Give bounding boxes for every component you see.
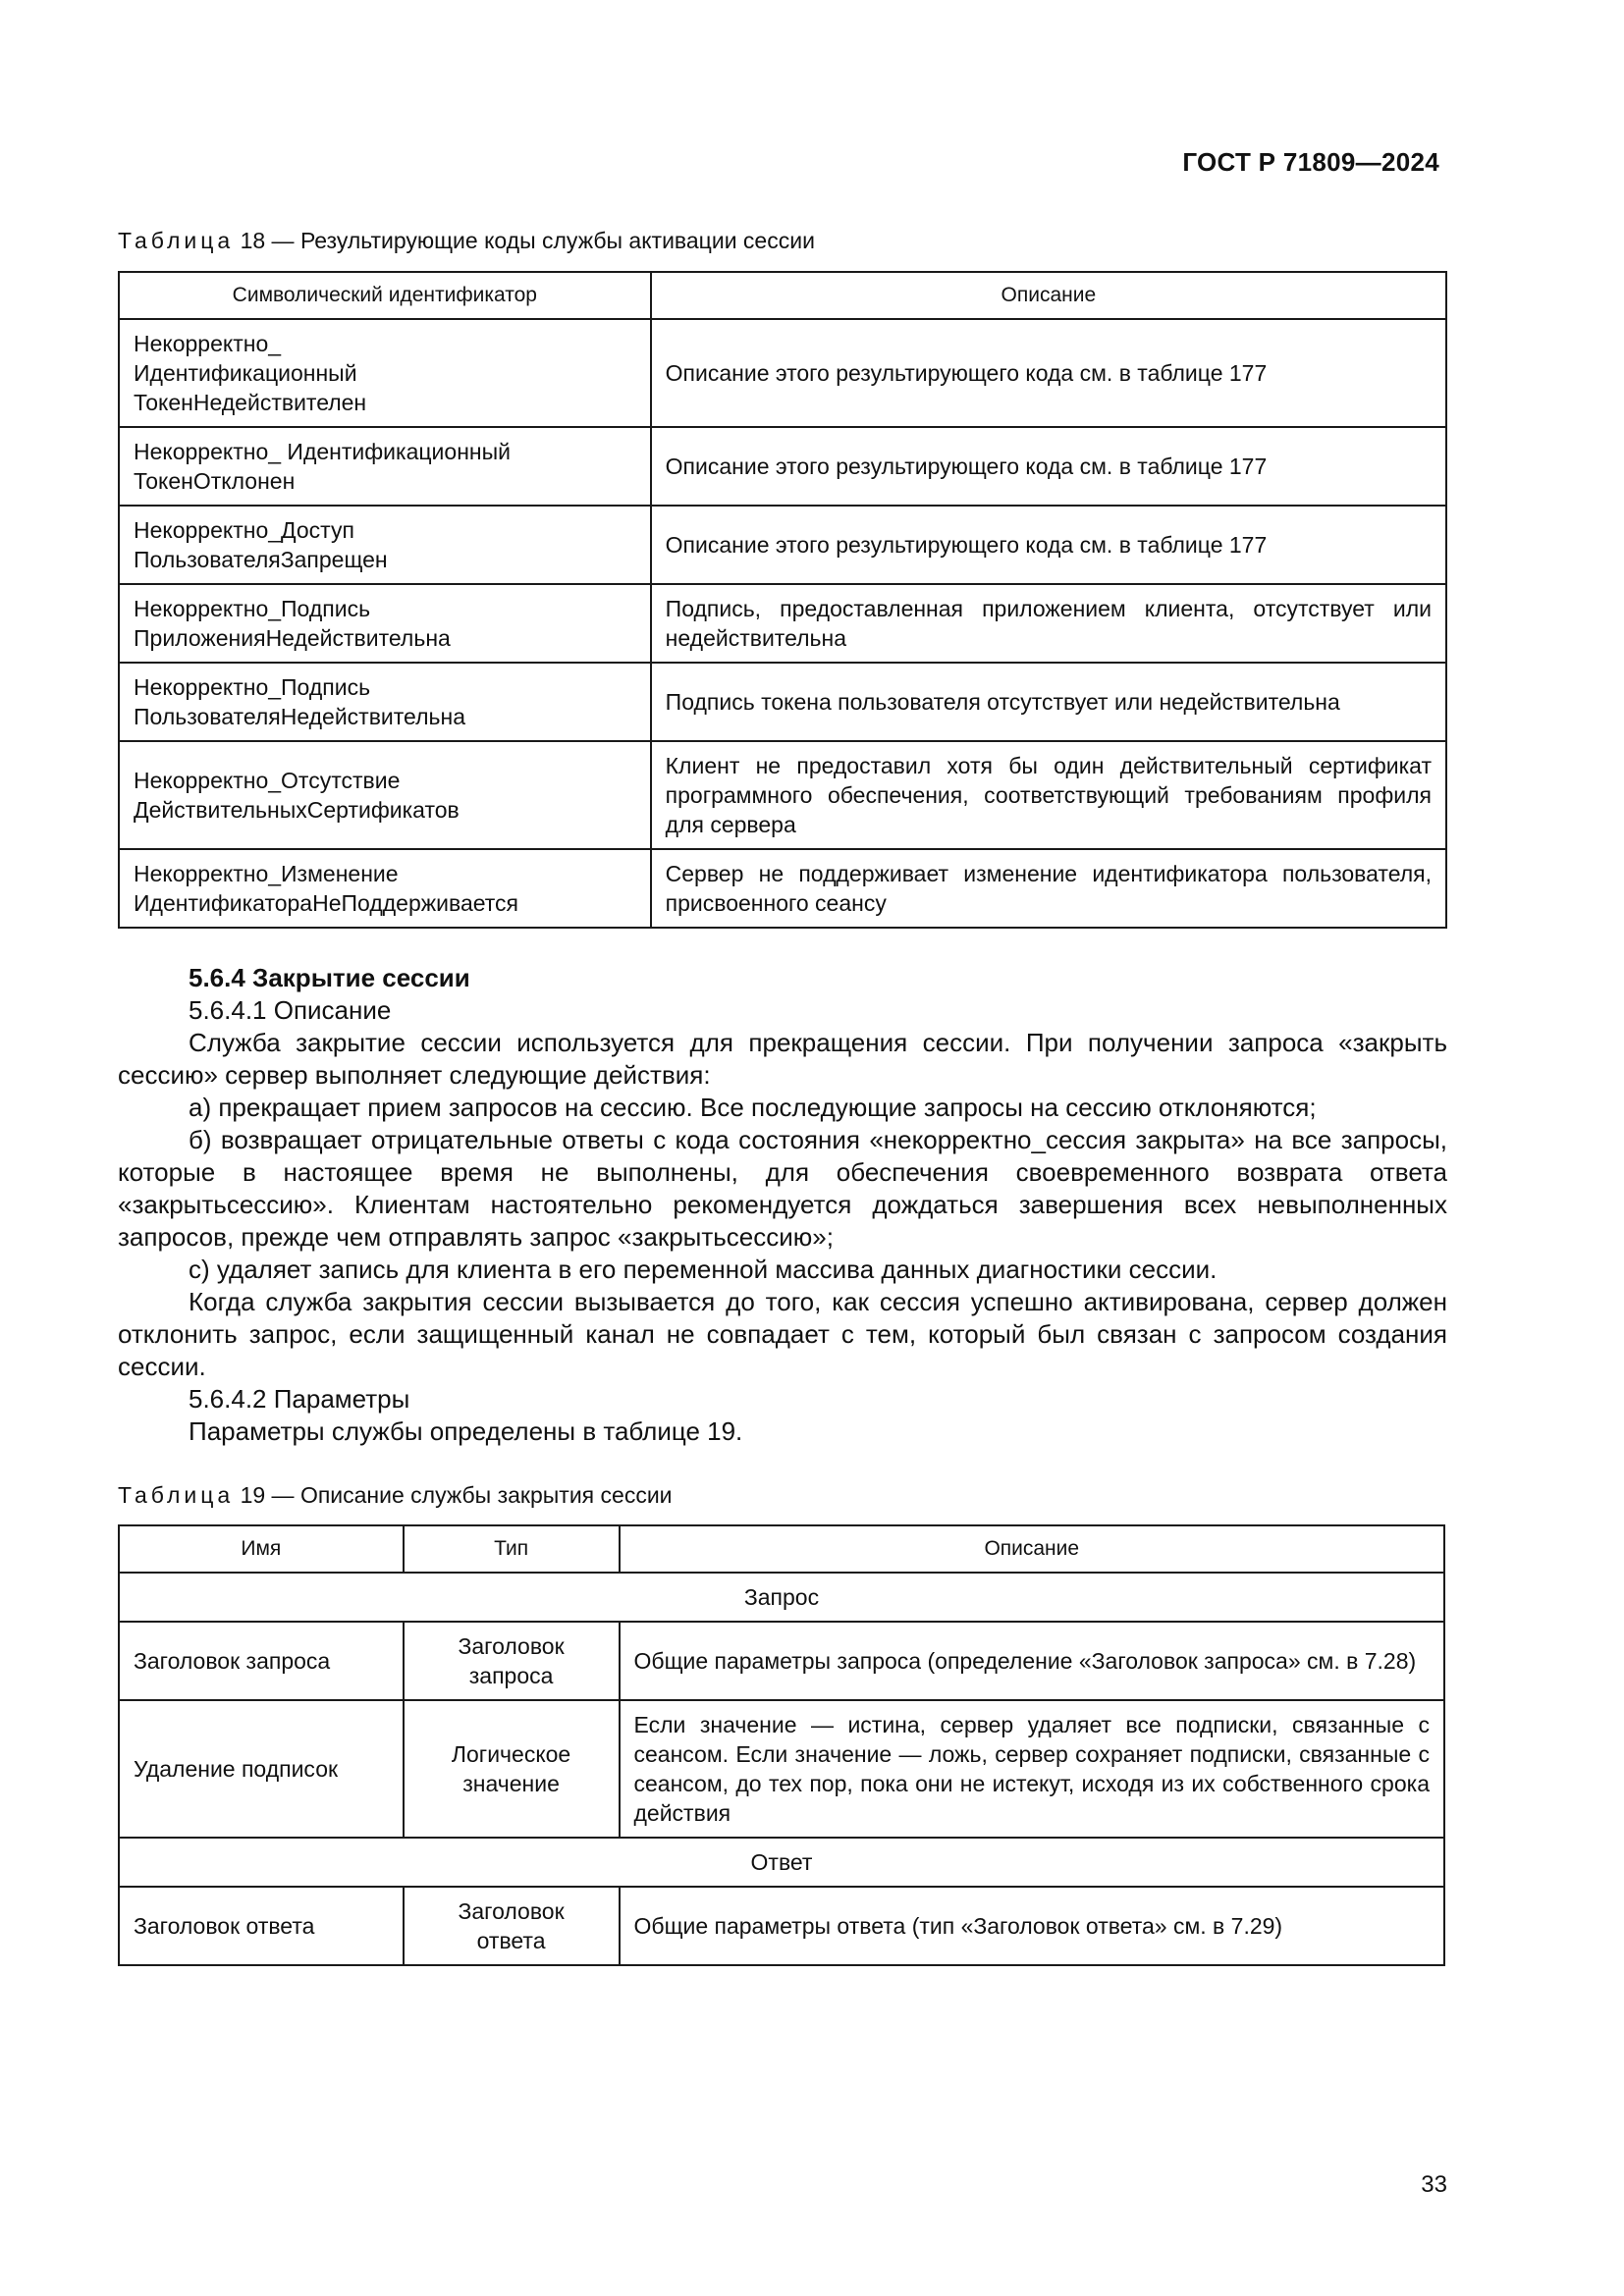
table19-group-row	[119, 1838, 1444, 1887]
table18-row	[119, 849, 1446, 928]
table18-desc-cell: Сервер не поддерживает изменение идентификатора пользователя, присвоенного сеансу	[651, 849, 1446, 928]
table19-desc-cell: Общие параметры запроса (определение «Заголовок запроса» см. в 7.28)	[620, 1622, 1445, 1700]
table18-desc-cell: Клиент не предоставил хотя бы один действительный сертификат программного обеспечения, соответствующий требованиям профиля для сервера	[651, 741, 1446, 849]
list-item: б) возвращает отрицательные ответы с кода состояния «некорректно_сессия закрыта» на все запросы, которые в настоящее время не выполнены, для обеспечения своевременного возврата ответа «закрытьсессию». Клиентам настоятельно рекомендуется дождаться завершения всех невыполненных запросов, прежде чем отправлять запрос «закрытьсессию»;	[118, 1125, 1447, 1252]
table19-row	[119, 1887, 1444, 1965]
table19-name-cell: Удаление подписок	[119, 1700, 404, 1838]
table18-id-cell: Некорректно_Подпись ПриложенияНедействительна	[119, 584, 651, 663]
table18-row	[119, 427, 1446, 506]
table18-header-row	[119, 272, 1446, 319]
table18-header-cell: Описание	[651, 272, 1446, 319]
table18-caption-label: Таблица	[118, 228, 235, 253]
paragraph: Служба закрытие сессии используется для прекращения сессии. При получении запроса «закрыть сессию» сервер выполняет следующие действия:	[118, 1028, 1447, 1090]
section-heading: 5.6.4 Закрытие сессии	[189, 963, 470, 992]
response-group-label: Ответ	[119, 1838, 1444, 1887]
table19-caption-label: Таблица	[118, 1482, 235, 1508]
table18-row	[119, 506, 1446, 584]
table19-row	[119, 1700, 1444, 1838]
table18-caption	[118, 226, 815, 255]
page-number: 33	[1421, 2171, 1447, 2198]
table19-desc-cell: Если значение — истина, сервер удаляет все подписки, связанные с сеансом. Если значение — ложь, сервер сохраняет подписки, связанные с сеансом, до тех пор, пока они не истекут, исходя из их собственного срока действия	[620, 1700, 1445, 1838]
table18-desc-cell: Подпись токена пользователя отсутствует или недействительна	[651, 663, 1446, 741]
table19-caption-text: 19 — Описание службы закрытия сессии	[240, 1482, 673, 1508]
table18-id-cell: Некорректно_Изменение ИдентификатораНеПоддерживается	[119, 849, 651, 928]
table18-id-cell: Некорректно_ Идентификационный ТокенНедействителен	[119, 319, 651, 427]
table19-name-cell: Заголовок ответа	[119, 1887, 404, 1965]
table19-header-cell: Имя	[119, 1525, 404, 1573]
table18-caption-text: 18 — Результирующие коды службы активации сессии	[240, 228, 815, 253]
list-item: а) прекращает прием запросов на сессию. Все последующие запросы на сессию отклоняются;	[189, 1093, 1317, 1122]
table18-desc-cell: Описание этого результирующего кода см. в таблице 177	[651, 319, 1446, 427]
table18-row	[119, 741, 1446, 849]
table18-id-cell: Некорректно_Доступ ПользователяЗапрещен	[119, 506, 651, 584]
table19-header-cell: Тип	[404, 1525, 620, 1573]
table19-type-cell: Заголовок запроса	[404, 1622, 620, 1700]
table18-id-cell: Некорректно_Отсутствие ДействительныхСертификатов	[119, 741, 651, 849]
subsection-heading: 5.6.4.2 Параметры	[189, 1384, 410, 1414]
paragraph: Параметры службы определены в таблице 19.	[189, 1416, 743, 1446]
table18-desc-cell: Описание этого результирующего кода см. в таблице 177	[651, 506, 1446, 584]
table18-row	[119, 663, 1446, 741]
table19	[118, 1524, 1445, 1966]
table19-header-row	[119, 1525, 1444, 1573]
table19-row	[119, 1622, 1444, 1700]
table18-header-cell: Символический идентификатор	[119, 272, 651, 319]
table19-group-row	[119, 1573, 1444, 1622]
table19-desc-cell: Общие параметры ответа (тип «Заголовок ответа» см. в 7.29)	[620, 1887, 1445, 1965]
table18-id-cell: Некорректно_ Идентификационный ТокенОтклонен	[119, 427, 651, 506]
subsection-heading: 5.6.4.1 Описание	[189, 995, 392, 1025]
table18-desc-cell: Описание этого результирующего кода см. в таблице 177	[651, 427, 1446, 506]
paragraph: Когда служба закрытия сессии вызывается до того, как сессия успешно активирована, сервер должен отклонить запрос, если защищенный канал не совпадает с тем, который был связан с запросом создания сессии.	[118, 1287, 1447, 1381]
standard-designation: ГОСТ Р 71809—2024	[1182, 147, 1439, 177]
table18-row	[119, 584, 1446, 663]
section-5-6-4	[118, 962, 1447, 1448]
table19-type-cell: Заголовок ответа	[404, 1887, 620, 1965]
table19-name-cell: Заголовок запроса	[119, 1622, 404, 1700]
list-item: с) удаляет запись для клиента в его переменной массива данных диагностики сессии.	[189, 1255, 1218, 1284]
table19-header-cell: Описание	[620, 1525, 1445, 1573]
table19-type-cell: Логическое значение	[404, 1700, 620, 1838]
table18-desc-cell: Подпись, предоставленная приложением клиента, отсутствует или недействительна	[651, 584, 1446, 663]
table18-row	[119, 319, 1446, 427]
table19-caption	[118, 1480, 673, 1510]
table18-id-cell: Некорректно_Подпись ПользователяНедействительна	[119, 663, 651, 741]
request-group-label: Запрос	[119, 1573, 1444, 1622]
table18	[118, 271, 1447, 929]
